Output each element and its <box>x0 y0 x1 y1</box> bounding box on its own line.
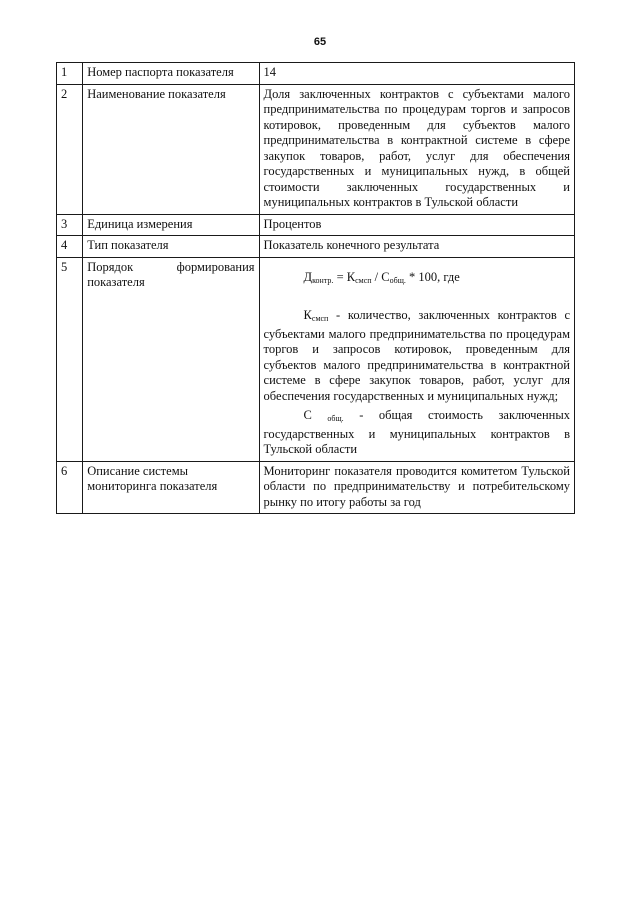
row-name: Единица измерения <box>83 214 259 236</box>
formula-d-symbol: Д <box>303 269 313 284</box>
table-row <box>57 461 575 514</box>
row-value: Процентов <box>259 214 574 236</box>
row-number: 6 <box>57 461 83 514</box>
row-number: 1 <box>57 63 83 85</box>
table-row <box>57 63 575 85</box>
formula-d-subscript: контр. <box>312 275 334 285</box>
formula-c-symbol: С <box>381 269 390 284</box>
table-row <box>57 84 575 214</box>
formula-c-subscript: общ. <box>389 275 406 285</box>
row-value <box>259 257 574 461</box>
row-number: 4 <box>57 236 83 258</box>
row-number: 5 <box>57 257 83 461</box>
formula-equals: = <box>333 269 347 284</box>
definition-k-subscript: смсп <box>311 314 329 323</box>
definition-c-text: - общая стоимость заключенных государственных и муниципальных контрактов в Тульской области <box>263 408 570 456</box>
row-value: Мониторинг показателя проводится комитетом Тульской области по предпринимательству и потребительскому рынку по итогу работы за год <box>259 461 574 514</box>
definition-k-text: - количество, заключенных контрактов с субъектами малого предпринимательства по процедурам торгов и запросов котировок, проведенным для субъектов малого предпринимательства в контрактной системе в сфере закупок товаров, работ, услуг для обеспечения государственных и муниципальных нужд; <box>263 308 570 403</box>
definition-k <box>264 308 570 404</box>
definition-c-symbol: С <box>303 408 328 422</box>
formula-divide: / <box>371 269 382 284</box>
row-name: Номер паспорта показателя <box>83 63 259 85</box>
formula-k-subscript: смсп <box>355 275 372 285</box>
table-row <box>57 214 575 236</box>
row-name: Наименование показателя <box>83 84 259 214</box>
row-name: Описание системы мониторинга показателя <box>83 461 259 514</box>
table-row <box>57 257 575 461</box>
row-name: Порядок формирования показателя <box>83 257 259 461</box>
formula <box>264 270 570 289</box>
definition-c-subscript: общ. <box>327 414 344 423</box>
row-number: 3 <box>57 214 83 236</box>
indicator-passport-table <box>56 62 575 514</box>
definition-k-symbol: К <box>303 308 312 322</box>
formula-k-symbol: К <box>346 269 356 284</box>
row-value: 14 <box>259 63 574 85</box>
definition-c <box>264 408 570 458</box>
row-number: 2 <box>57 84 83 214</box>
page-number: 65 <box>313 36 327 48</box>
row-value: Доля заключенных контрактов с субъектами малого предпринимательства по процедурам торгов и запросов котировок, проведенным для субъектов малого предпринимательства в контрактной системе в сфере закупок товаров, работ, услуг для обеспечения государственных и муниципальных нужд, в общей стоимости заключенных государственных и муниципальных контрактов в Тульской области <box>259 84 574 214</box>
row-name: Тип показателя <box>83 236 259 258</box>
table-row <box>57 236 575 258</box>
formula-tail: * 100, где <box>405 269 460 284</box>
row-value: Показатель конечного результата <box>259 236 574 258</box>
